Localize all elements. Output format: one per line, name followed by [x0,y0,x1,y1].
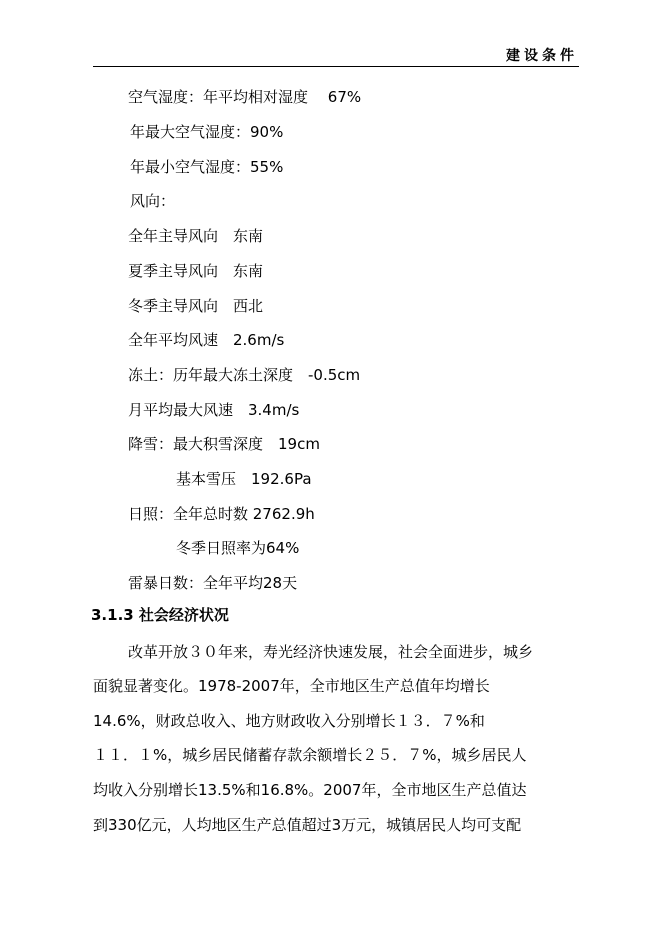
wind-summer-line: 夏季主导风向 东南 [128,262,264,280]
header-rule [93,66,579,67]
snow-depth-line: 降雪：最大积雪深度 19cm [128,435,320,453]
paragraph-line: 到330亿元，人均地区生产总值超过3万元，城镇居民人均可支配 [93,816,522,834]
paragraph-line: 14.6%，财政总收入、地方财政收入分别增长１３．７%和 [93,712,485,730]
wind-speed-avg-line: 全年平均风速 2.6m/s [128,331,285,349]
wind-speed-monthly-line: 月平均最大风速 3.4m/s [128,401,300,419]
wind-annual-line: 全年主导风向 东南 [128,227,264,245]
page-header-title: 建设条件 [506,48,578,64]
humidity-avg-line: 空气湿度：年平均相对湿度 67% [128,88,362,106]
paragraph-line: １１．１%，城乡居民储蓄存款余额增长２５．７%，城乡居民人 [93,746,527,764]
section-heading: 3.1.3 社会经济状况 [91,606,229,624]
paragraph-line: 均收入分别增长13.5%和16.8%。2007年，全市地区生产总值达 [93,781,527,799]
sunshine-total-line: 日照：全年总时数 2762.9h [128,505,315,523]
paragraph-line: 面貌显著变化。1978-2007年，全市地区生产总值年均增长 [93,677,490,695]
paragraph-line: 改革开放３０年来，寿光经济快速发展，社会全面进步，城乡 [128,643,534,661]
humidity-max-line: 年最大空气湿度：90% [130,123,284,141]
sunshine-winter-line: 冬季日照率为64% [176,539,300,557]
thunderstorm-days-line: 雷暴日数：全年平均28天 [128,574,298,592]
wind-winter-line: 冬季主导风向 西北 [128,297,264,315]
wind-direction-label: 风向： [130,192,176,210]
humidity-min-line: 年最小空气湿度：55% [130,158,284,176]
frost-depth-line: 冻土：历年最大冻土深度 -0.5cm [128,366,361,384]
snow-pressure-line: 基本雪压 192.6Pa [176,470,312,488]
